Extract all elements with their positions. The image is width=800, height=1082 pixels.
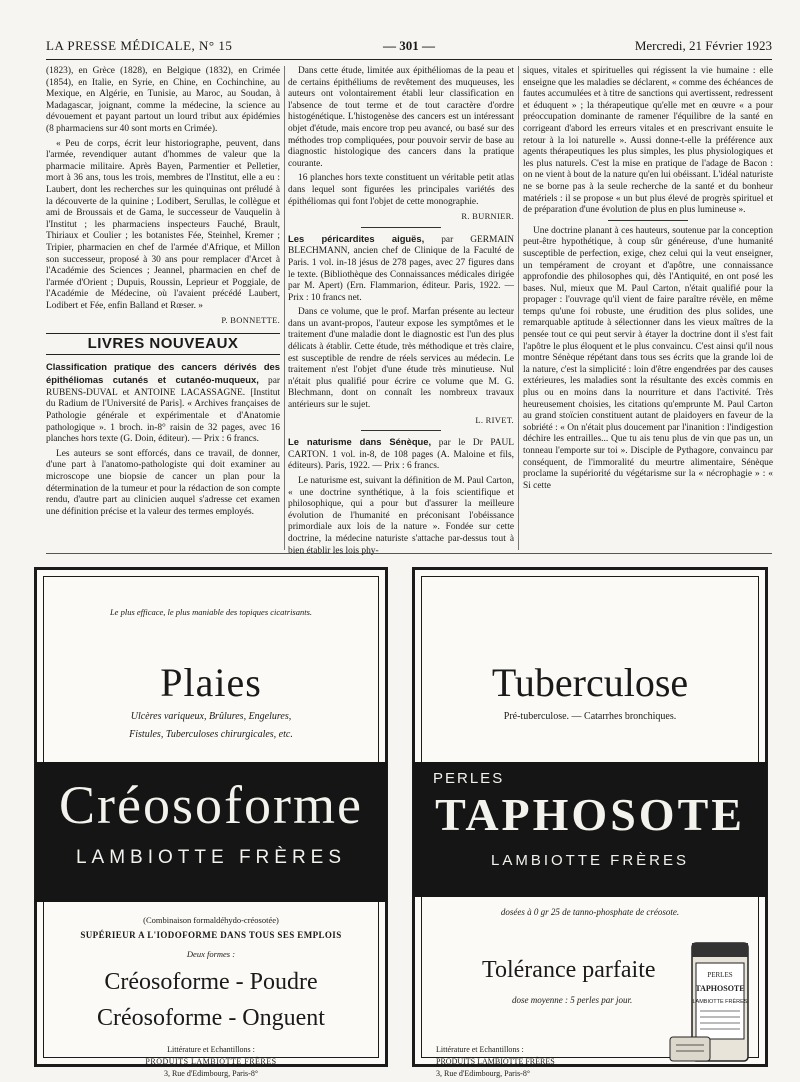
book-title: Le naturisme dans Sénèque, — [288, 436, 432, 448]
brand-name: TAPHOSOTE — [435, 789, 745, 840]
advertisement-creosoforme — [34, 567, 388, 1078]
ad-contact: Littérature et Echantillons : — [436, 1045, 524, 1054]
manufacturer: LAMBIOTTE FRÈRES — [75, 847, 347, 868]
section-rule — [46, 553, 772, 554]
column-2 — [288, 66, 515, 556]
svg-text:LAMBIOTTE FRÈRES: LAMBIOTTE FRÈRES — [692, 999, 748, 1005]
paragraph: Une doctrine planant à ces hauteurs, soutenue par la conception peut-être hypothétique, à coup sûr généreuse, d'une humanité susceptible de perfection, exige, chez celui qui la veut enseigner, un tempérament de croyant et d'apôtre, une connaissance approfondie des philosophes qui, dès l'Antiquité, en ont posé les bases. Nul, mieux que M. Paul Carton, n'était qualifié pour la propager : l'ouvrage qu'il vient de faire paraître révèle, en même temps qu'une foi robuste, une érudition des plus solides, une remarquable aptitude à sélectionner dans les vieux maîtres de la pensée tout ce qui peut servir à étayer la doctrine dont il s'est fait l'apôtre le plus éloquent et le plus convaincu. C'est ainsi qu'il nous montre Sénèque répétant dans tous ses écrits que la grande loi de la nature, c'est la simplicité : loin d'être engendrées par des causes extérieures, les maladies sont la résultante des excès commis en plus ou en moins dans la nourriture et dans l'activité. Très heureusement choisies, les citations qu'emprunte M. Paul Carton au grand stoïcien constituent autant de plaidoyers en faveur de la sobriété : « On n'était plus doucement par l'inanition : l'indigestion déchire les entrailles... Que tu ais tenu plus de vin que pas un, un tonneau l'emporte sur toi ». Disciple de Pythagore, convaincu par conséquent, de l'immoralité du meurtre alimentaire, Sénèque proclame la supériorité du végétarisme sur la « nécrophagie » : « Si cette — [523, 225, 773, 491]
advertisement-taphosote — [412, 567, 768, 1078]
book-title: Classification pratique des cancers dérivés des épithéliomas cutanés et cutanéo-muqueux, — [46, 360, 280, 386]
paragraph: Le naturisme est, suivant la définition de M. Paul Carton, « une doctrine synthétique, à la fois scientifique et philosophique, qui a pour but d'assurer la meilleure évolution de l'humanité en préconisant l'obéissance primordiale aux lois de la nature ». Fondée sur cette doctrine, la médecine naturiste s'attache par-dessus tout à bien établir les lois phy- — [288, 476, 514, 556]
paragraph: (1823), en Grèce (1828), en Belgique (1832), en Crimée (1854), en Italie, en Syrie, en Chine, en Cochinchine, au Mexique, en Algérie, en Tunisie, au Maroc, au Soudan, à Madagascar, joignant, comme la médecine, la science au dévouement et payant partout un lourd tribut aux épidémies (8 pharmaciens sur 40 sont morts en Crimée). — [46, 66, 280, 134]
ad-address: 3, Rue d'Edimbourg, Paris-8° — [163, 1069, 259, 1078]
ad-indications: Pré-tuberculose. — Catarrhes bronchiques. — [503, 711, 677, 722]
signature: R. BURNIER. — [461, 211, 514, 222]
book-reference — [46, 361, 280, 446]
column-divider — [284, 66, 285, 550]
brand-prefix: PERLES — [433, 770, 505, 787]
ad-title: Tuberculose — [491, 660, 689, 705]
ad-composition: (Combinaison formaldéhydo-créosotée) — [143, 915, 279, 925]
divider — [361, 430, 441, 431]
brand-name: Créosoforme — [59, 775, 363, 835]
ad-company: PRODUITS LAMBIOTTE FRÈRES — [436, 1057, 555, 1066]
paragraph: Les auteurs se sont efforcés, dans ce travail, de donner, d'une part à l'anatomo-pathologiste qui doit examiner au microscope une biopsie de cancer un plan pour la détermination de la tumeur et pour la rédaction de son compte rendu, d'autre part au clinicien auquel s'adresse cet examen une définition précise et la valeur des termes employés. — [46, 448, 280, 517]
book-details: par RUBENS-DUVAL et ANTOINE LACASSAGNE. [Institut du Radium de l'Université de Paris]. « Archives françaises de Pathologie générale et expérimentale et d'Anatomie pathologique ». 1 broch. in-8° raisin de 32 pages, avec 16 planches hors texte (G. Doin, éditeur). — Prix : 6 francs. — [46, 376, 280, 445]
paragraph: Dans cette étude, limitée aux épithéliomas de la peau et de certains épithéliums de revêtement des muqueuses, les auteurs ont volontairement établi leur classification en l'absence de tout terme et de tout caractère d'ordre histogénétique. L'histogenèse des cancers est un intéressant objet d'étude, mais encore trop peu avancé, ou basé sur des méthodes trop compliquées, pour pouvoir servir de base au diagnostic histologique des cancers dans la pratique courante. — [288, 66, 514, 169]
ad-form: Créosoforme - Poudre — [104, 969, 318, 995]
paragraph: « Peu de corps, écrit leur historiographe, peuvent, dans l'armée, revendiquer autant d'hommes de valeur que la pharmacie militaire. Après Bayen, Parmentier et Pelletier, mort à 36 ans, tous les trois, membres de l'Institut, elle a eu : Laubert, dont les recherches sur les quinquinas ont préludé à la découverte de la quinine ; Lodibert, Serullas, le collègue et ami de Broussais et de Gama, le successeur de Vauquelin à l'Institut ; les pharmaciens inspecteurs Fauché, Brault, Thiriaux et Coulier ; les botanistes Fée, Steinhel, Kremer ; Tripier, pharmacien en chef de l'armée d'Afrique, et Millon son successeur, proposé à 30 ans pour remplacer d'Arcet à l'Académie des Sciences ; Jeannel, pharmacien en chef de l'armée d'Orient ; Dupuis, Roussin, Leprieur et Poggiale, de l'Académie de Médecine, où l'avaient précédé Laubert, Lodibert et Fée, enfin Balland et Rœser. » — [46, 138, 280, 311]
ad-address: 3, Rue d'Edimbourg, Paris-8° — [436, 1069, 531, 1078]
ad-frame — [43, 576, 379, 1078]
ad-contact: Littérature et Echantillons : — [167, 1045, 255, 1054]
ad-dosage: dosées à 0 gr 25 de tanno-phosphate de créosote. — [500, 907, 680, 917]
paragraph: 16 planches hors texte constituent un véritable petit atlas dans lequel sont figurées les principales variétés des épithéliomas qui font l'objet de cette monographie. — [288, 173, 514, 207]
svg-text:PERLES: PERLES — [707, 971, 733, 979]
divider — [361, 227, 441, 228]
header-rule — [46, 59, 772, 60]
ad-claim: Tolérance parfaite — [482, 957, 656, 983]
signature: L. RIVET. — [475, 414, 514, 425]
signature: P. BONNETTE. — [221, 315, 280, 326]
book-details: par GERMAIN BLECHMANN, ancien chef de Clinique de la Faculté de Paris. 1 vol. in-18 jésus de 278 pages, avec 27 figures dans le texte. (Bibliothèque des Connaissances médicales dirigée par M. Apert) (Ern. Flammarion, éditeur. Paris, 1922. — Prix : 10 francs net. — [288, 234, 514, 303]
paragraph: siques, vitales et spirituelles qui régissent la vie humaine : elle enseigne que les maladies se déclarent, « comme des échéances de fautes accumulées et à titre de sanctions qui avertissent, redressent et éduquent » ; la thérapeutique qu'elle met en œuvre « a pour préoccupation dominante de ramener l'équilibre de la santé en corrigeant d'abord les erreurs vitales et en prescrivant ensuite le retour à la loi naturelle ». Aussi donne-t-elle la préférence aux agents thérapeutiques les plus simples, les plus physiologiques et les plus naturels. C'est la mise en pratique de l'adage de Bacon : on ne vient à bout de la nature qu'en lui obéissant. L'idéal naturiste ne se borne pas à la seule recherche de la santé et du bonheur matériels : il se propose « un but plus élevé de progrès spirituel et de préparation d'une évolution de plus en plus lumineuse ». — [523, 66, 773, 216]
ad-tagline: Le plus efficace, le plus maniable des topiques cicatrisants. — [109, 607, 313, 617]
ad-claim: SUPÉRIEUR A L'IODOFORME DANS TOUS SES EMPLOIS — [80, 930, 342, 940]
ad-indications: Fistules, Tuberculoses chirurgicales, etc. — [129, 729, 293, 740]
divider — [608, 220, 688, 221]
ad-frame — [421, 576, 759, 1078]
ad-dosage: dose moyenne : 5 perles par jour. — [512, 995, 633, 1005]
ad-indications: Ulcères variqueux, Brûlures, Engelures, — [130, 711, 292, 722]
book-details: par le Dr PAUL CARTON. 1 vol. in-8, de 108 pages (A. Maloine et fils, éditeurs). Paris, 1922. — Prix : 6 francs. — [288, 438, 515, 472]
manufacturer: LAMBIOTTE FRÈRES — [490, 852, 690, 869]
column-1 — [46, 66, 280, 548]
ad-forms-label: Deux formes : — [186, 949, 236, 959]
paragraph: Dans ce volume, que le prof. Marfan présente au lecteur dans un avant-propos, l'auteur expose les symptômes et le traitement d'une maladie dont le diagnostic est l'un des plus délicats à établir. Cette étude, très méthodique et très claire, est susceptible de rendre de réels services au médecin. Le traitement n'est l'objet d'une étude très minutieuse. Nul n'était plus qualifié pour écrire ce volume que M. G. Blechmann, dont on connaît les nombreux travaux antérieurs sur le sujet. — [288, 307, 514, 411]
journal-title: LA PRESSE MÉDICALE, N° 15 — [46, 38, 233, 53]
section-heading: LIVRES NOUVEAUX — [46, 333, 280, 355]
column-3 — [523, 66, 773, 548]
issue-date: Mercredi, 21 Février 1923 — [634, 38, 772, 53]
product-bottle-illustration — [670, 937, 758, 1065]
column-divider — [518, 66, 519, 550]
brand-band — [413, 762, 767, 897]
svg-text:TAPHOSOTE: TAPHOSOTE — [695, 984, 745, 993]
running-header — [46, 38, 772, 54]
book-reference — [288, 233, 514, 305]
book-title: Les péricardites aiguës, — [288, 232, 425, 244]
ad-title: Plaies — [160, 660, 262, 705]
page-number: — 301 — — [383, 38, 435, 53]
ad-form: Créosoforme - Onguent — [97, 1005, 325, 1031]
book-reference — [288, 436, 514, 473]
ad-company: PRODUITS LAMBIOTTE FRÈRES — [145, 1057, 277, 1066]
brand-band — [35, 762, 387, 902]
